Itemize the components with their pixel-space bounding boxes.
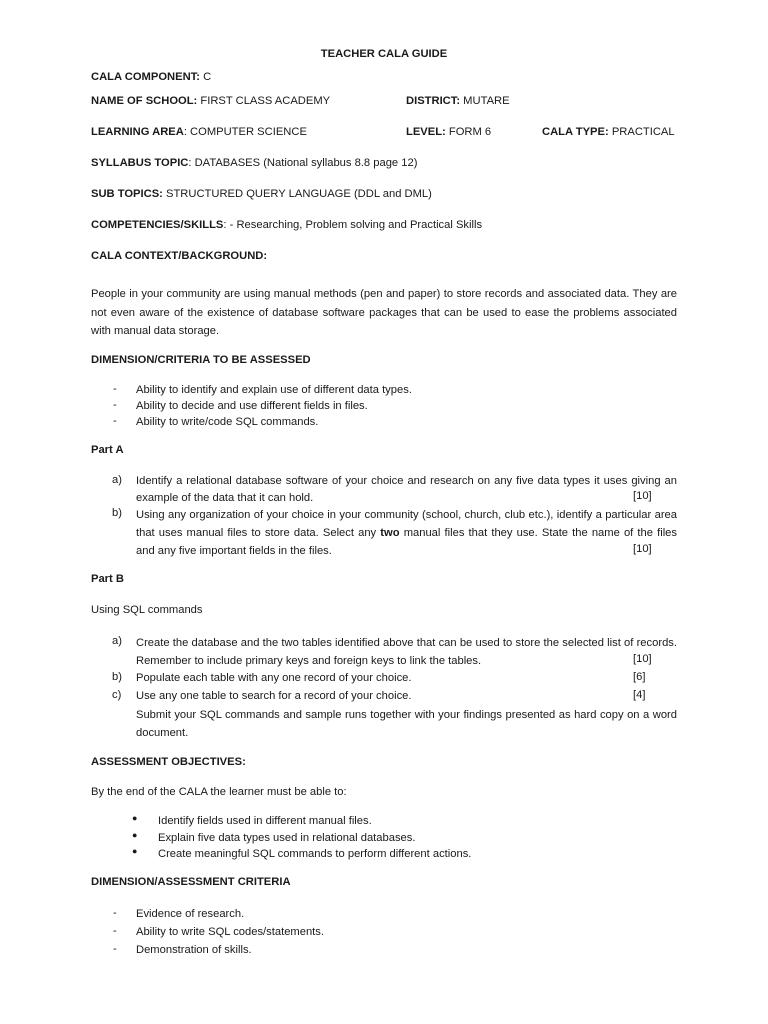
list-item-text: Create meaningful SQL commands to perform different actions. xyxy=(158,848,472,860)
submit-text: Submit your SQL commands and sample runs together with your findings presented as hard copy on a word document. xyxy=(136,709,677,739)
field-value: FIRST CLASS ACADEMY xyxy=(197,95,331,107)
question-marks: [10] xyxy=(633,490,652,502)
part-b-heading: Part B xyxy=(91,573,124,585)
part-b-intro: Using SQL commands xyxy=(91,604,203,616)
question-text: Identify a relational database software of your choice and research on any five data types it uses giving an example of the data that it can hold. xyxy=(136,475,677,504)
field-label: CALA TYPE: xyxy=(542,126,609,138)
list-item-text: Evidence of research. xyxy=(136,908,245,920)
dash-marker: - xyxy=(113,925,117,937)
list-item-text: Identify fields used in different manual files. xyxy=(158,815,372,827)
dash-marker: - xyxy=(113,399,117,411)
question-marks: [4] xyxy=(633,689,646,701)
question-marks: [10] xyxy=(633,653,652,665)
field-value: MUTARE xyxy=(460,95,510,107)
question-text-part: Using any organization of your choice in your community (school, church, club etc.), identify a particular area that uses manual files to store data. Select any xyxy=(136,509,677,539)
bullet-marker: ● xyxy=(132,846,138,856)
question-marker: b) xyxy=(112,671,122,683)
document-title: TEACHER CALA GUIDE xyxy=(320,48,448,60)
question-marker: b) xyxy=(112,507,122,519)
context-heading: CALA CONTEXT/BACKGROUND: xyxy=(91,250,268,262)
field-label: LEARNING AREA xyxy=(91,126,184,138)
bullet-marker: ● xyxy=(132,830,138,840)
question-text-part: manual files that they use. State the name of the files and any five important fields in the files. xyxy=(136,527,677,557)
field-cala-type xyxy=(542,125,675,140)
question-marks: [6] xyxy=(633,671,646,683)
field-value: STRUCTURED QUERY LANGUAGE (DDL and DML) xyxy=(162,188,432,200)
question-marker: a) xyxy=(112,474,122,486)
field-value: : - Researching, Problem solving and Practical Skills xyxy=(223,219,483,231)
context-paragraph: People in your community are using manual methods (pen and paper) to store records and associated data. They are not even aware of the existence of database software packages that can be used to ease the problems associated with manual data storage. xyxy=(91,288,677,337)
question-marker: c) xyxy=(112,689,122,701)
list-item-text: Explain five data types used in relational databases. xyxy=(158,832,416,844)
field-label: DISTRICT: xyxy=(406,95,461,107)
field-label: CALA COMPONENT: xyxy=(91,71,200,83)
question-text xyxy=(136,506,677,560)
field-competencies xyxy=(91,218,482,233)
assessment-heading: DIMENSION/ASSESSMENT CRITERIA xyxy=(91,876,291,888)
field-label: COMPETENCIES/SKILLS xyxy=(91,219,224,231)
field-component xyxy=(91,70,211,85)
list-item-text: Ability to write SQL codes/statements. xyxy=(136,926,324,938)
bullet-marker: ● xyxy=(132,813,138,823)
field-label: SUB TOPICS: xyxy=(91,188,163,200)
dash-marker: - xyxy=(113,415,117,427)
question-text: Create the database and the two tables identified above that can be used to store the selected list of records. Remember to include primary keys and foreign keys to link the tables. xyxy=(136,637,677,667)
part-a-heading: Part A xyxy=(91,444,124,456)
field-value: PRACTICAL xyxy=(608,126,675,138)
field-syllabus-topic xyxy=(91,156,417,171)
field-learning-area xyxy=(91,125,307,140)
field-value: : DATABASES (National syllabus 8.8 page 12) xyxy=(188,157,418,169)
field-label: NAME OF SCHOOL: xyxy=(91,95,198,107)
question-marks: [10] xyxy=(633,543,652,555)
question-text-emphasis: two xyxy=(380,527,400,539)
field-label: LEVEL: xyxy=(406,126,446,138)
field-sub-topics xyxy=(91,187,432,202)
question-text: Use any one table to search for a record of your choice. xyxy=(136,690,412,702)
list-item-text: Demonstration of skills. xyxy=(136,944,252,956)
question-marker: a) xyxy=(112,635,122,647)
field-value: C xyxy=(199,71,212,83)
field-school xyxy=(91,94,330,109)
field-value: FORM 6 xyxy=(445,126,492,138)
field-district xyxy=(406,94,510,109)
dash-marker: - xyxy=(113,383,117,395)
field-level xyxy=(406,125,491,140)
list-item-text: Ability to identify and explain use of different data types. xyxy=(136,384,412,396)
field-value: : COMPUTER SCIENCE xyxy=(183,126,307,138)
question-text: Populate each table with any one record of your choice. xyxy=(136,672,412,684)
criteria-heading: DIMENSION/CRITERIA TO BE ASSESSED xyxy=(91,354,311,366)
dash-marker: - xyxy=(113,907,117,919)
field-label: SYLLABUS TOPIC xyxy=(91,157,189,169)
dash-marker: - xyxy=(113,943,117,955)
list-item-text: Ability to write/code SQL commands. xyxy=(136,416,319,428)
objectives-intro: By the end of the CALA the learner must be able to: xyxy=(91,786,347,798)
objectives-heading: ASSESSMENT OBJECTIVES: xyxy=(91,756,246,768)
list-item-text: Ability to decide and use different fields in files. xyxy=(136,400,368,412)
